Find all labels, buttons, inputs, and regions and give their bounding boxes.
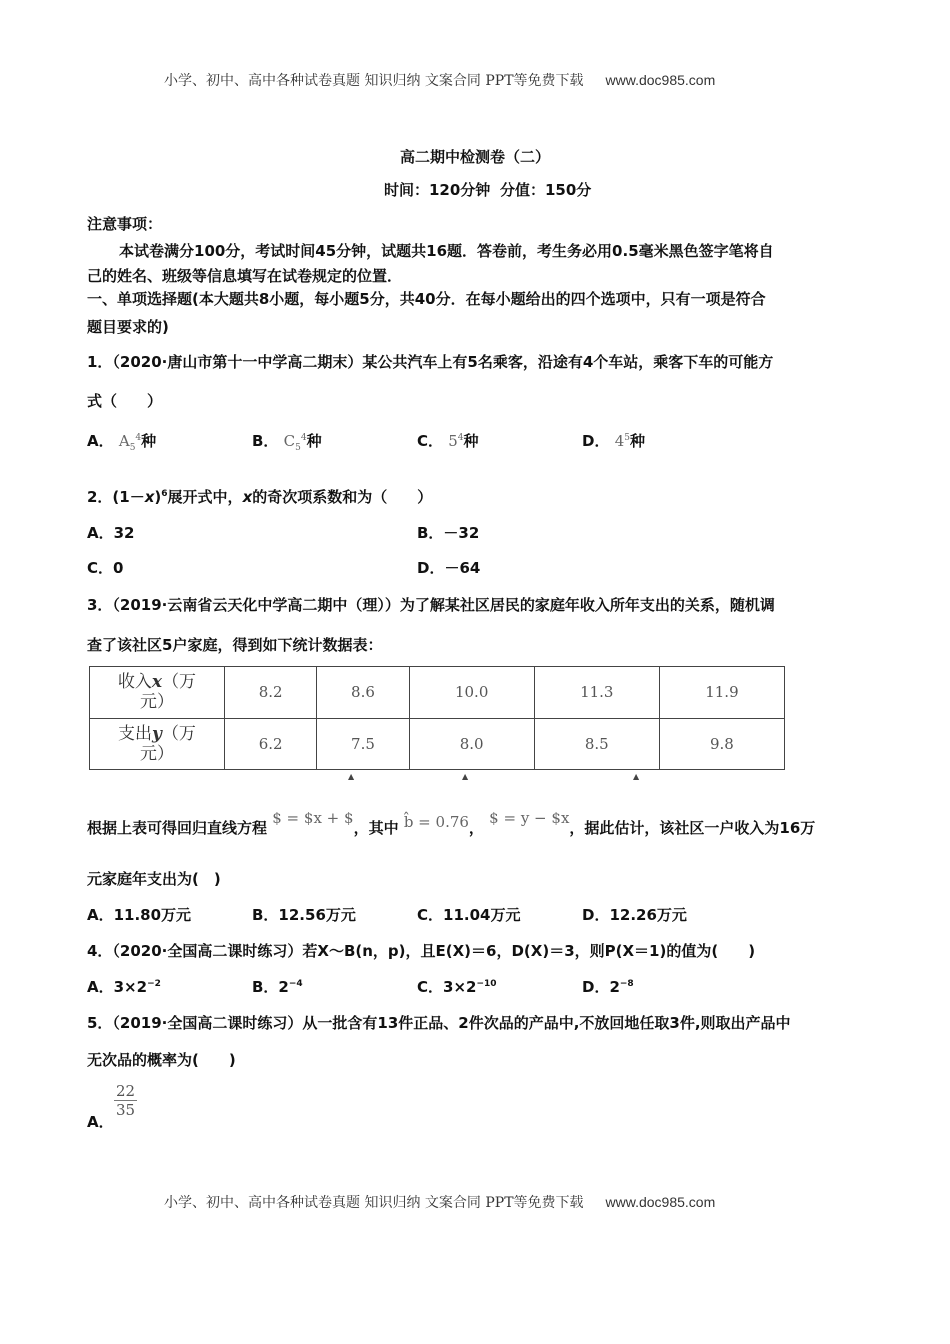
table-row-header-expense: 支出y（万 元） xyxy=(90,718,225,770)
section-heading-line-2: 题目要求的) xyxy=(87,318,169,336)
q3-stem-line-2: 查了该社区5户家庭，得到如下统计数据表： xyxy=(87,636,383,654)
q3-option-b[interactable]: B．12.56万元 xyxy=(252,906,356,924)
q1-option-c-math: $5^4$ xyxy=(448,432,464,450)
intercept-formula: $ = y − $x xyxy=(489,809,570,827)
q5-stem-line-2: 无次品的概率为( ) xyxy=(87,1051,236,1069)
table-cell: 7.5 xyxy=(317,718,409,770)
q2-option-c[interactable]: C．0 xyxy=(87,559,124,577)
exam-score: 分值：150分 xyxy=(500,181,592,199)
q4-option-c[interactable]: C．$3\times 2^{-10}$ xyxy=(417,978,497,996)
table-cell: 11.3 xyxy=(534,667,659,719)
caret-mark: ▲ xyxy=(462,772,469,781)
caret-mark: ▲ xyxy=(348,772,355,781)
table-cell: 8.6 xyxy=(317,667,409,719)
q4-option-d[interactable]: D．$2^{-8}$ xyxy=(582,978,634,996)
q4-option-b[interactable]: B．$2^{-4}$ xyxy=(252,978,303,996)
caret-mark: ▲ xyxy=(633,772,640,781)
table-cell: 8.2 xyxy=(225,667,317,719)
q3-option-c[interactable]: C．11.04万元 xyxy=(417,906,521,924)
q5-option-a-fraction[interactable]: $\frac{22}{35}$ xyxy=(116,1082,136,1119)
table-cell: 8.5 xyxy=(534,718,659,770)
q3-stem-line-1: 3．（2019·云南省云天化中学高二期中（理））为了解某社区居民的家庭年收入所年支出的关系，随机调 xyxy=(87,596,775,614)
q1-stem-line-2: 式（ ） xyxy=(87,392,163,410)
header-url[interactable]: www.doc985.com xyxy=(605,72,716,88)
q4-option-a[interactable]: A．$3\times 2^{-2}$ xyxy=(87,978,161,996)
header-text: 小学、初中、高中各种试卷真题 知识归纳 文案合同 PPT等免费下载 xyxy=(164,73,584,89)
q3-equation-line: 根据上表可得回归直线方程 $ = $x + $，其中 b̂ = 0.76， $ = y − $x，据此估计，该社区一户收入为16万 xyxy=(87,809,816,837)
footer-text: 小学、初中、高中各种试卷真题 知识归纳 文案合同 PPT等免费下载 xyxy=(164,1195,584,1211)
table-cell: 9.8 xyxy=(659,718,784,770)
table-cell: 8.0 xyxy=(409,718,534,770)
q1-option-a-math: $A_5^4$ xyxy=(118,432,142,453)
q5-stem-line-1: 5．（2019·全国高二课时练习）从一批含有13件正品、2件次品的产品中,不放回地任取3件,则取出产品中 xyxy=(87,1014,791,1032)
notice-line-2: 己的姓名、班级等信息填写在试卷规定的位置． xyxy=(87,267,403,285)
exam-title: 高二期中检测卷（二） xyxy=(399,148,550,166)
q1-option-d-math: $4^5$ xyxy=(614,432,630,450)
table-cell: 6.2 xyxy=(225,718,317,770)
q1-option-c[interactable]: C． $5^4$种 xyxy=(417,432,479,450)
exam-time: 时间：120分钟 xyxy=(384,181,491,199)
table-row-expense xyxy=(90,718,785,770)
section-heading-line-1: 一、单项选择题(本大题共8小题，每小题5分，共40分．在每小题给出的四个选项中，只有一项是符合 xyxy=(87,290,766,308)
q4-stem: 4．（2020·全国高二课时练习）若X～B(n，p)，且E(X)＝6，D(X)＝3，则P(X＝1)的值为( ) xyxy=(87,942,756,960)
table-row-header-income: 收入x（万 元） xyxy=(90,667,225,719)
q3-option-d[interactable]: D．12.26万元 xyxy=(582,906,687,924)
page-header xyxy=(164,70,715,90)
q5-option-a-label[interactable]: A． xyxy=(87,1113,114,1131)
q2-option-d[interactable]: D．－64 xyxy=(417,559,481,577)
table-cell: 11.9 xyxy=(659,667,784,719)
q1-option-a[interactable]: A． $A_5^4$种 xyxy=(87,432,157,453)
q1-option-d[interactable]: D． $4^5$种 xyxy=(582,432,645,450)
q1-stem-line-1: 1．（2020·唐山市第十一中学高二期末）某公共汽车上有5名乘客，沿途有4个车站，乘客下车的可能方 xyxy=(87,353,774,371)
q3-stem-line-4: 元家庭年支出为( ) xyxy=(87,870,221,888)
q1-option-b-math: $C_5^4$ xyxy=(283,432,307,453)
notice-heading: 注意事项： xyxy=(87,215,163,233)
q2-option-b[interactable]: B．－32 xyxy=(417,524,480,542)
q3-data-table xyxy=(89,666,785,770)
notice-line-1: 本试卷满分100分，考试时间45分钟，试题共16题．答卷前，考生务必用0.5毫米黑色签字笔将自 xyxy=(119,242,774,260)
table-cell: 10.0 xyxy=(409,667,534,719)
slope-value: b̂ = 0.76 xyxy=(403,813,469,831)
q3-option-a[interactable]: A．11.80万元 xyxy=(87,906,192,924)
q2-stem: 2．$(1-x)^6$展开式中，x的奇次项系数和为（ ） xyxy=(87,488,433,506)
q2-option-a[interactable]: A．32 xyxy=(87,524,135,542)
regression-equation: $ = $x + $ xyxy=(272,809,354,827)
q1-option-b[interactable]: B． $C_5^4$种 xyxy=(252,432,322,453)
page-footer xyxy=(164,1192,715,1212)
footer-url[interactable]: www.doc985.com xyxy=(605,1194,716,1210)
table-row-income xyxy=(90,667,785,719)
